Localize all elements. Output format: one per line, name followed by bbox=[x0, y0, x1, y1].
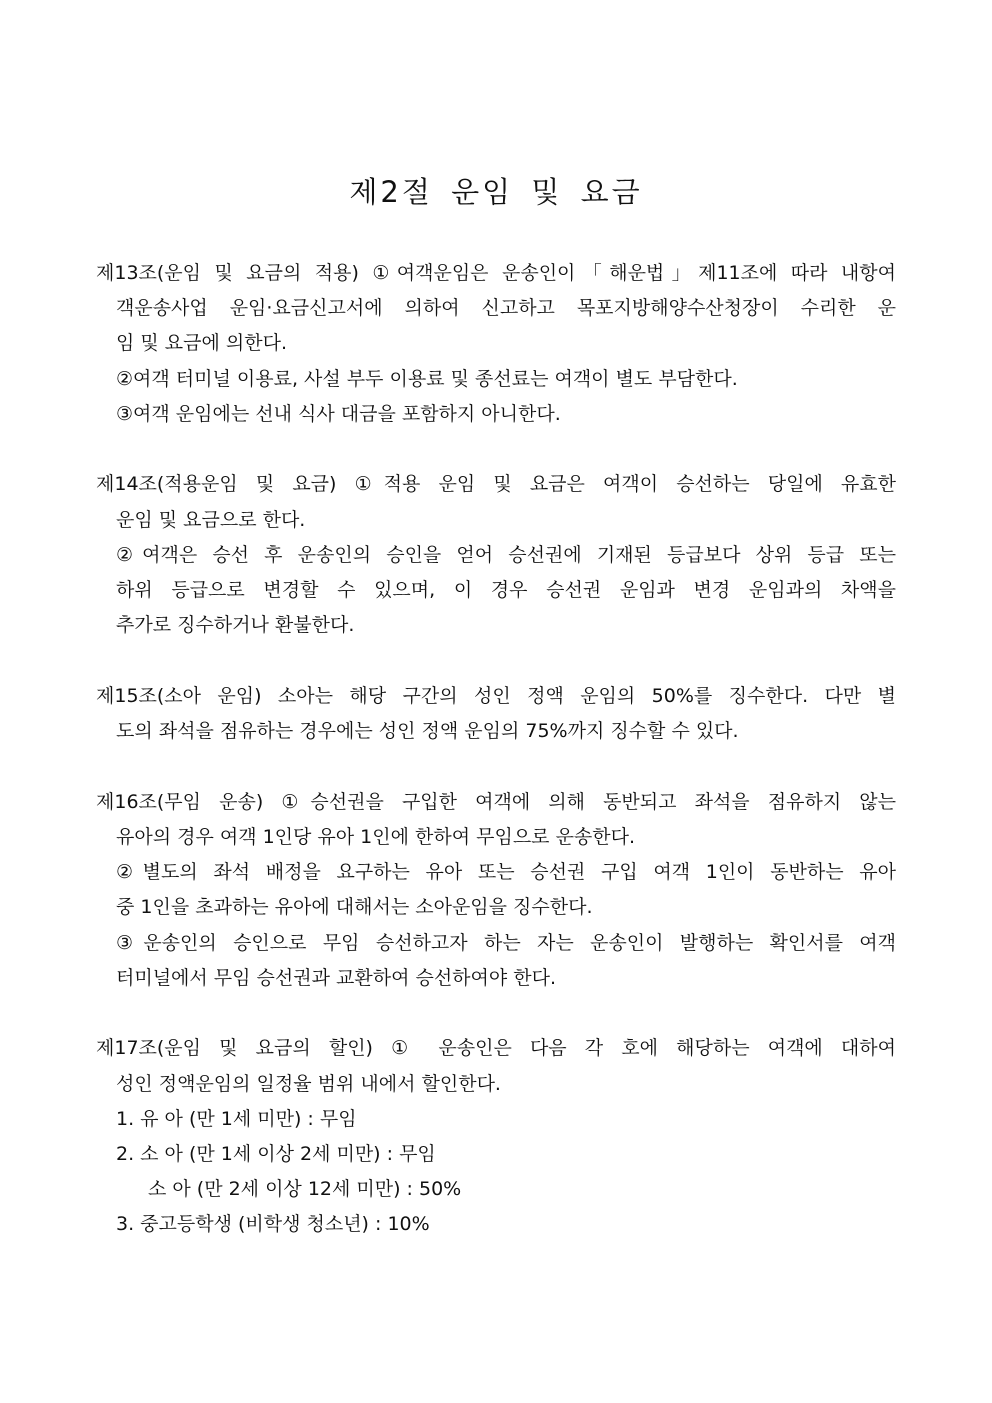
article-line: 제15조(소아 운임) 소아는 해당 구간의 성인 정액 운임의 50%를 징수한다. 다만 별 bbox=[96, 684, 896, 707]
article-clause: ②별도의 좌석 배정을 요구하는 유아 또는 승선권 구입 여객 1인이 동반하는 유아 bbox=[116, 861, 896, 884]
article-line: 추가로 징수하거나 환불한다. bbox=[116, 614, 355, 637]
article-line: 객운송사업 운임·요금신고서에 의하여 신고하고 목포지방해양수산청장이 수리한 운 bbox=[116, 297, 896, 320]
article-line: 임 및 요금에 의한다. bbox=[116, 332, 287, 355]
article-16 bbox=[96, 785, 896, 996]
article-15 bbox=[96, 679, 896, 749]
article-clause: ②여객은 승선 후 운송인의 승인을 얻어 승선권에 기재된 등급보다 상위 등급 또는 bbox=[116, 543, 896, 566]
article-line: 제17조(운임 및 요금의 할인) ① 운송인은 다음 각 호에 해당하는 여객에 대하여 bbox=[96, 1037, 896, 1060]
article-line: 하위 등급으로 변경할 수 있으며, 이 경우 승선권 운임과 변경 운임과의 차액을 bbox=[116, 579, 896, 601]
article-line: 제13조(운임 및 요금의 적용) ①여객운임은 운송인이「해운법」제11조에 따라 내항여 bbox=[96, 262, 896, 284]
discount-item: 3. 중고등학생 (비학생 청소년) : 10% bbox=[116, 1213, 430, 1236]
article-line: 제16조(무임 운송) ①승선권을 구입한 여객에 의해 동반되고 좌석을 점유하지 않는 bbox=[96, 790, 896, 813]
article-17 bbox=[96, 1031, 896, 1242]
article-line: 터미널에서 무임 승선권과 교환하여 승선하여야 한다. bbox=[116, 966, 557, 989]
discount-item: 2. 소 아 (만 1세 이상 2세 미만) : 무임 bbox=[116, 1142, 436, 1165]
discount-item: 소 아 (만 2세 이상 12세 미만) : 50% bbox=[148, 1178, 462, 1201]
article-13 bbox=[96, 256, 896, 432]
article-clause: ③운송인의 승인으로 무임 승선하고자 하는 자는 운송인이 발행하는 확인서를 여객 bbox=[116, 931, 896, 954]
article-clause: ②여객 터미널 이용료, 사설 부두 이용료 및 종선료는 여객이 별도 부담한다. bbox=[116, 367, 738, 390]
article-line: 유아의 경우 여객 1인당 유아 1인에 한하여 무임으로 운송한다. bbox=[116, 825, 636, 848]
article-line: 도의 좌석을 점유하는 경우에는 성인 정액 운임의 75%까지 징수할 수 있다. bbox=[116, 720, 739, 743]
article-clause: ③여객 운임에는 선내 식사 대금을 포함하지 아니한다. bbox=[116, 402, 561, 425]
document-body bbox=[96, 256, 896, 1278]
article-line: 제14조(적용운임 및 요금) ①적용 운임 및 요금은 여객이 승선하는 당일에 유효한 bbox=[96, 473, 896, 496]
discount-item: 1. 유 아 (만 1세 미만) : 무임 bbox=[116, 1107, 357, 1130]
article-14 bbox=[96, 467, 896, 643]
article-line: 성인 정액운임의 일정율 범위 내에서 할인한다. bbox=[116, 1072, 501, 1095]
article-line: 중 1인을 초과하는 유아에 대해서는 소아운임을 징수한다. bbox=[116, 896, 593, 919]
section-title: 제2절 운임 및 요금 bbox=[349, 175, 643, 209]
article-line: 운임 및 요금으로 한다. bbox=[116, 508, 306, 531]
